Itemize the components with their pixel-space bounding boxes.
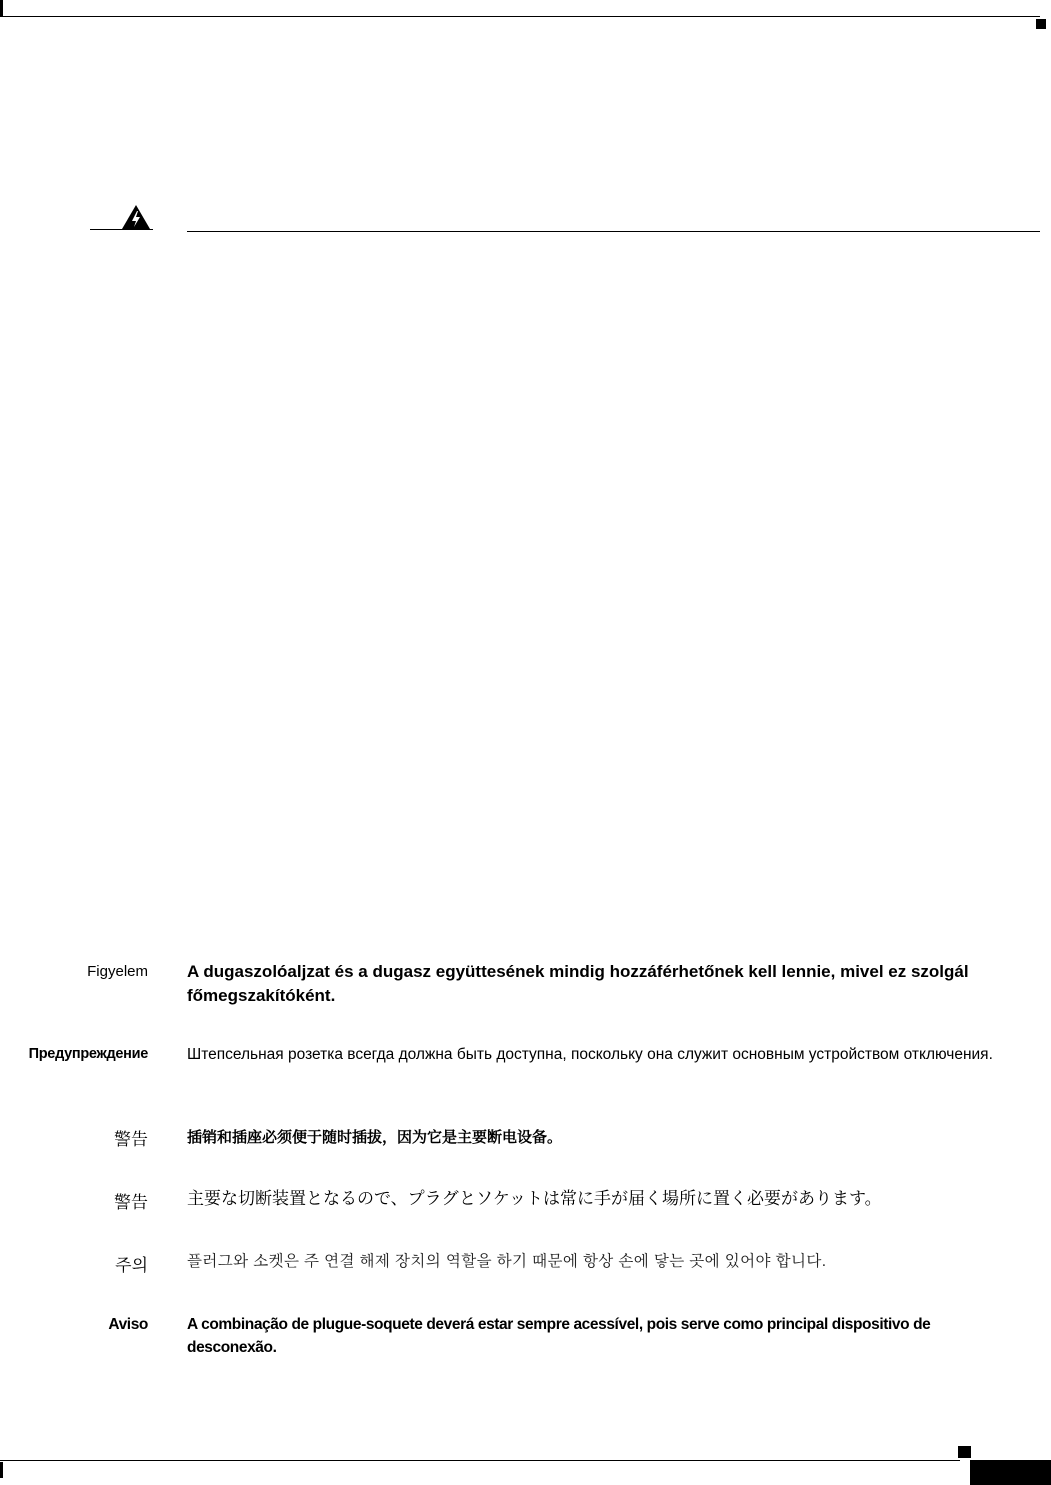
header-rule [0, 16, 1040, 17]
top-right-marker [1036, 19, 1046, 29]
language-label: Предупреждение [28, 1046, 148, 1062]
translation-text: 플러그와 소켓은 주 연결 해제 장치의 역할을 하기 때문에 항상 손에 닿는 곳에 있어야 합니다. [187, 1253, 827, 1270]
top-left-crop-mark [0, 0, 3, 17]
language-label: Figyelem [87, 963, 148, 980]
language-label: 警告 [114, 1193, 148, 1212]
warning-rule [187, 231, 1040, 232]
translation-text: Штепсельная розетка всегда должна быть доступна, поскольку она служит основным устройством отключения. [187, 1046, 993, 1063]
language-label: 주의 [115, 1256, 148, 1275]
warning-icon-rule [90, 229, 153, 230]
footer-page-tab [970, 1460, 1051, 1485]
translation-text: A combinação de plugue-soquete deverá estar sempre acessível, pois serve como principal dispositivo de desconexão. [187, 1316, 931, 1356]
language-label: 警告 [114, 1130, 148, 1149]
translation-text: 主要な切断装置となるので、プラグとソケットは常に手が届く場所に置く必要があります。 [187, 1189, 882, 1208]
translation-text: 插销和插座必须便于随时插拔，因为它是主要断电设备。 [187, 1129, 563, 1146]
bottom-left-crop-mark [0, 1462, 3, 1478]
language-label: Aviso [108, 1316, 148, 1333]
footer-rule [0, 1460, 960, 1461]
footer-marker [958, 1446, 971, 1458]
warning-lightning-icon [121, 204, 151, 230]
translation-text: A dugaszolóaljzat és a dugasz együttesének mindig hozzáférhetőnek kell lennie, mivel ez szolgál főmegszakítóként. [187, 962, 969, 1005]
